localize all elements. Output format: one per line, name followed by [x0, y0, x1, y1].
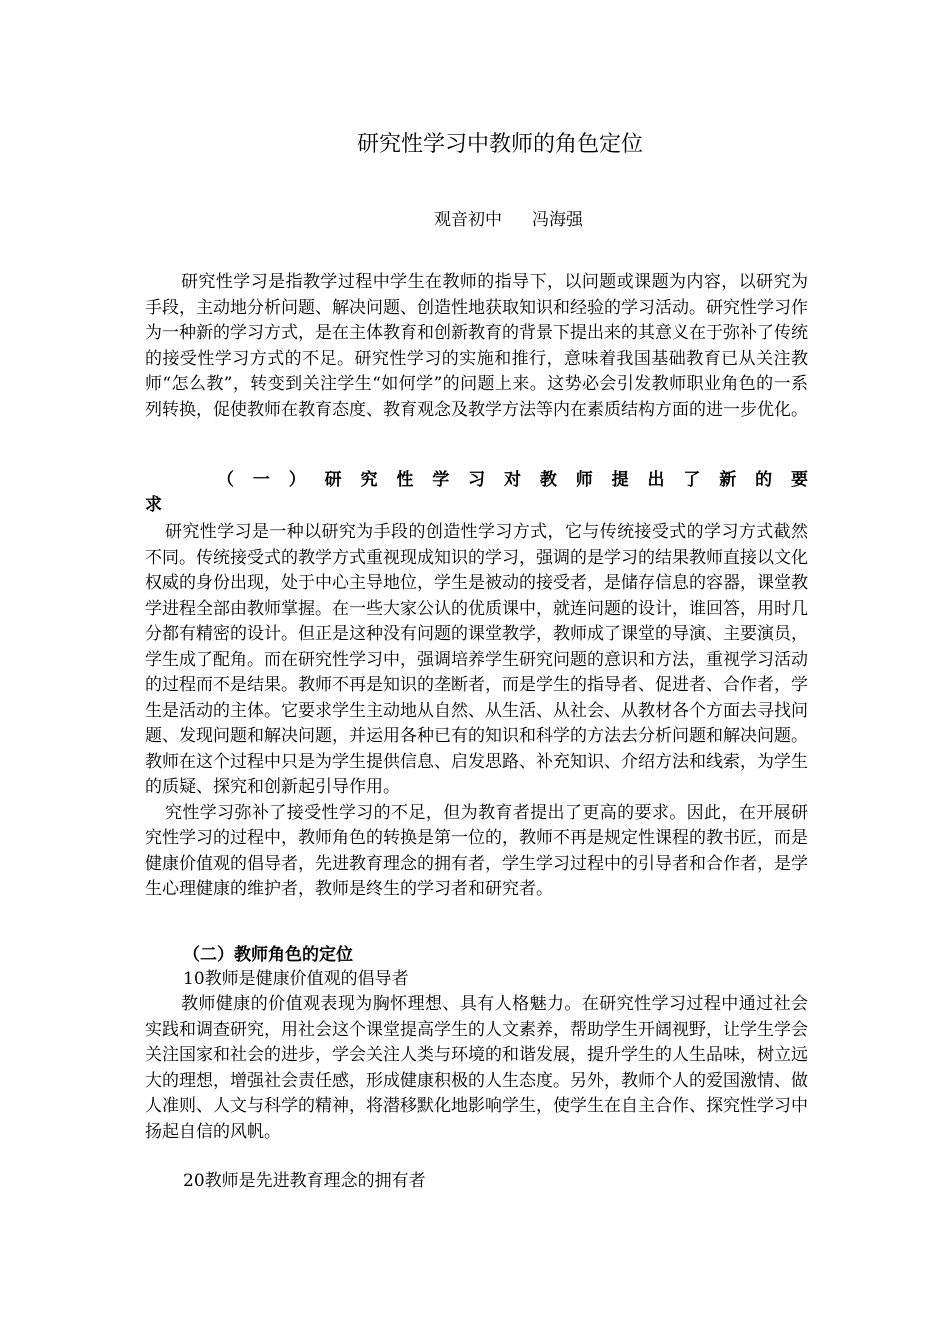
- section1-heading-char: 习: [468, 470, 486, 490]
- section1-heading-line: [145, 468, 808, 493]
- intro-section: [145, 270, 808, 423]
- section1-heading-char: 学: [432, 470, 450, 490]
- section1-paragraph-1: 研究性学习是一种以研究为手段的创造性学习方式，它与传统接受式的学习方式截然不同。传统接受式的教学方式重视现成知识的学习，强调的是学习的结果教师直接以文化权威的身份出现，处于中心主导地位，学生是被动的接受者，是储存信息的容器，课堂教学进程全部由教师掌握。在一些大家公认的优质课中，就连问题的设计，谁回答，用时几分都有精密的设计。但正是这种没有问题的课堂教学，教师成了课堂的导演、主要演员，学生成了配角。而在研究性学习中，强调培养学生研究问题的意识和方法，重视学习活动的过程而不是结果。教师不再是知识的垄断者，而是学生的指导者、促进者、合作者，学生是活动的主体。它要求学生主动地从自然、从生活、从社会、从教材各个方面去寻找问题、发现问题和解决问题，并运用各种已有的知识和科学的方法去分析问题和解决问题。教师在这个过程中只是为学生提供信息、启发思路、补充知识、介绍方法和线索，为学生的质疑、探究和创新起引导作用。: [145, 522, 808, 797]
- document-title: 研究性学习中教师的角色定位: [356, 132, 643, 157]
- section1-heading-char: 了: [683, 470, 701, 490]
- author-name: 冯海强: [532, 210, 583, 230]
- section1-body: [145, 520, 808, 903]
- intro-paragraph: 研究性学习是指教学过程中学生在教师的指导下，以问题或课题为内容，以研究为手段，主动地分析问题、解决问题、创造性地获取知识和经验的学习活动。研究性学习作为一种新的学习方式，是在主体教育和创新教育的背景下提出来的其意义在于弥补了传统的接受性学习方式的不足。研究性学习的实施和推行，意味着我国基础教育已从关注教师“怎么教”，转变到关注学生“如何学”的问题上来。这势必会引发教师职业角色的一系列转换，促使教师在教育态度、教育观念及教学方法等内在素质结构方面的进一步优化。: [145, 272, 808, 420]
- section1-heading: [145, 468, 808, 518]
- author-line: [434, 207, 583, 233]
- section1-heading-char: 要: [791, 470, 808, 490]
- section1-heading-char: 师: [575, 470, 593, 490]
- section1-heading-char: 新: [719, 470, 737, 490]
- section1-paragraph-2: 究性学习弥补了接受性学习的不足，但为教育者提出了更高的要求。因此，在开展研究性学习的过程中，教师角色的转换是第一位的，教师不再是规定性课程的教书匠，而是健康价值观的倡导者，先进教育理念的拥有者，学生学习过程中的引导者和合作者，是学生心理健康的维护者，教师是终生的学习者和研究者。: [145, 802, 808, 899]
- author-school: 观音初中: [434, 210, 502, 230]
- section2-paragraph-1: 教师健康的价值观表现为胸怀理想、具有人格魅力。在研究性学习过程中通过社会实践和调查研究，用社会这个课堂提高学生的人文素养，帮助学生开阔视野，让学生学会关注国家和社会的进步，学会关注人类与环境的和谐发展，提升学生的人生品味，树立远大的理想，增强社会责任感，形成健康积极的人生态度。另外，教师个人的爱国激情、做人准则、人文与科学的精神，将潜移默化地影响学生，使学生在自主合作、探究性学习中扬起自信的风帆。: [145, 994, 808, 1142]
- section2-heading: （二）教师角色的定位: [183, 945, 353, 965]
- section1-heading-tail: 求: [145, 495, 162, 515]
- section1-heading-char: ）: [288, 470, 306, 490]
- section2-subheading-1: 10教师是健康价值观的倡导者: [183, 969, 409, 989]
- section1-heading-char: 对: [504, 470, 521, 490]
- section1-heading-char: 的: [755, 470, 773, 490]
- section2-body: [145, 992, 808, 1145]
- section2-subheading-2: 20教师是先进教育理念的拥有者: [183, 1171, 426, 1191]
- section1-heading-char: 提: [611, 470, 629, 490]
- section1-heading-char: 究: [360, 470, 378, 490]
- section1-heading-char: 教: [539, 470, 557, 490]
- section1-heading-char: 出: [647, 470, 665, 490]
- section1-heading-char: 性: [396, 470, 414, 490]
- section1-heading-char: （: [217, 470, 234, 490]
- section1-heading-char: 研: [324, 470, 342, 490]
- section1-heading-char: 一: [252, 470, 270, 490]
